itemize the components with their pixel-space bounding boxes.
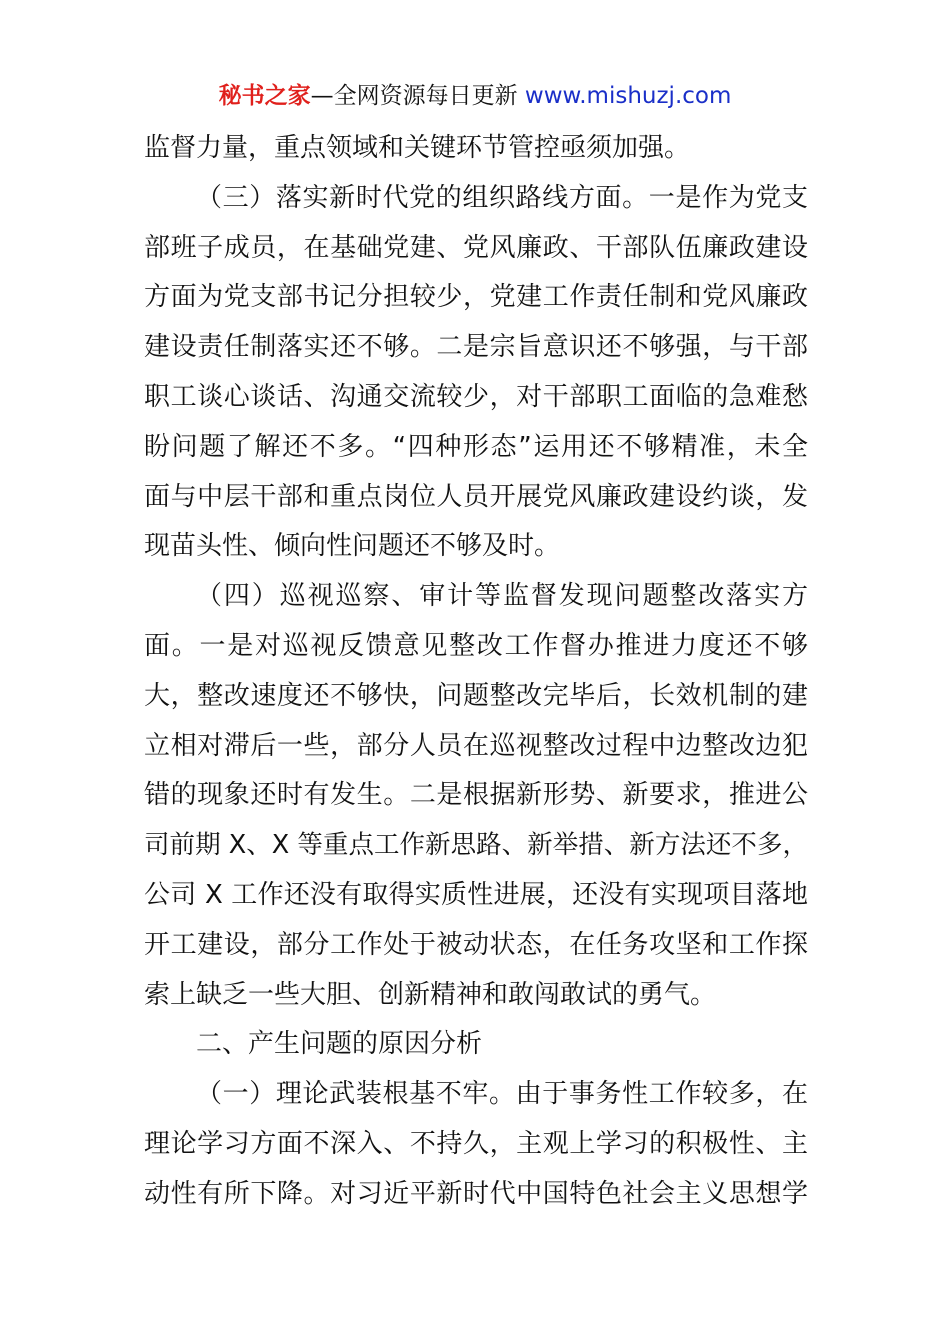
text-line: 索上缺乏一些大胆、创新精神和敢闯敢试的勇气。 bbox=[144, 979, 717, 1010]
text-line: 部班子成员，在基础党建、党风廉政、干部队伍廉政建设 bbox=[144, 232, 808, 263]
section-heading: 二、产生问题的原因分析 bbox=[196, 1029, 483, 1060]
text-line: 面。一是对巡视反馈意见整改工作督办推进力度还不够 bbox=[144, 630, 808, 661]
text-line: 现苗头性、倾向性问题还不够及时。 bbox=[144, 531, 561, 562]
site-tagline: —全网资源每日更新 bbox=[310, 83, 525, 109]
text-line: 方面为党支部书记分担较少，党建工作责任制和党风廉政 bbox=[144, 282, 808, 313]
text-line: 大，整改速度还不够快，问题整改完毕后，长效机制的建 bbox=[144, 680, 808, 711]
text-line: 立相对滞后一些，部分人员在巡视整改过程中边整改边犯 bbox=[144, 730, 808, 761]
text-line: 司前期 X、X 等重点工作新思路、新举措、新方法还不多， bbox=[144, 830, 808, 861]
text-line: 建设责任制落实还不够。二是宗旨意识还不够强，与干部 bbox=[144, 332, 808, 363]
text-line: 盼问题了解还不多。“四种形态”运用还不够精准，未全 bbox=[144, 431, 808, 462]
site-url: www.mishuzj.com bbox=[524, 83, 732, 109]
site-header bbox=[0, 80, 950, 112]
text-line: 公司 X 工作还没有取得实质性进展，还没有实现项目落地 bbox=[144, 879, 808, 910]
text-line: 监督力量，重点领域和关键环节管控亟须加强。 bbox=[144, 133, 691, 163]
text-line: 理论学习方面不深入、不持久，主观上学习的积极性、主 bbox=[144, 1128, 808, 1159]
document-body bbox=[144, 124, 808, 1220]
text-line: 开工建设，部分工作处于被动状态，在任务攻坚和工作探 bbox=[144, 929, 808, 960]
paragraph-heading-line: （三）落实新时代党的组织路线方面。一是作为党支 bbox=[196, 182, 808, 213]
text-line: 错的现象还时有发生。二是根据新形势、新要求，推进公 bbox=[144, 780, 808, 811]
text-line: 面与中层干部和重点岗位人员开展党风廉政建设约谈，发 bbox=[144, 481, 808, 512]
paragraph-heading-line: （一）理论武装根基不牢。由于事务性工作较多，在 bbox=[196, 1079, 808, 1110]
text-line: 动性有所下降。对习近平新时代中国特色社会主义思想学 bbox=[144, 1178, 808, 1209]
paragraph-heading-line: （四）巡视巡察、审计等监督发现问题整改落实方 bbox=[196, 581, 808, 612]
site-brand: 秘书之家 bbox=[218, 83, 311, 109]
text-line: 职工谈心谈话、沟通交流较少，对干部职工面临的急难愁 bbox=[144, 381, 808, 412]
